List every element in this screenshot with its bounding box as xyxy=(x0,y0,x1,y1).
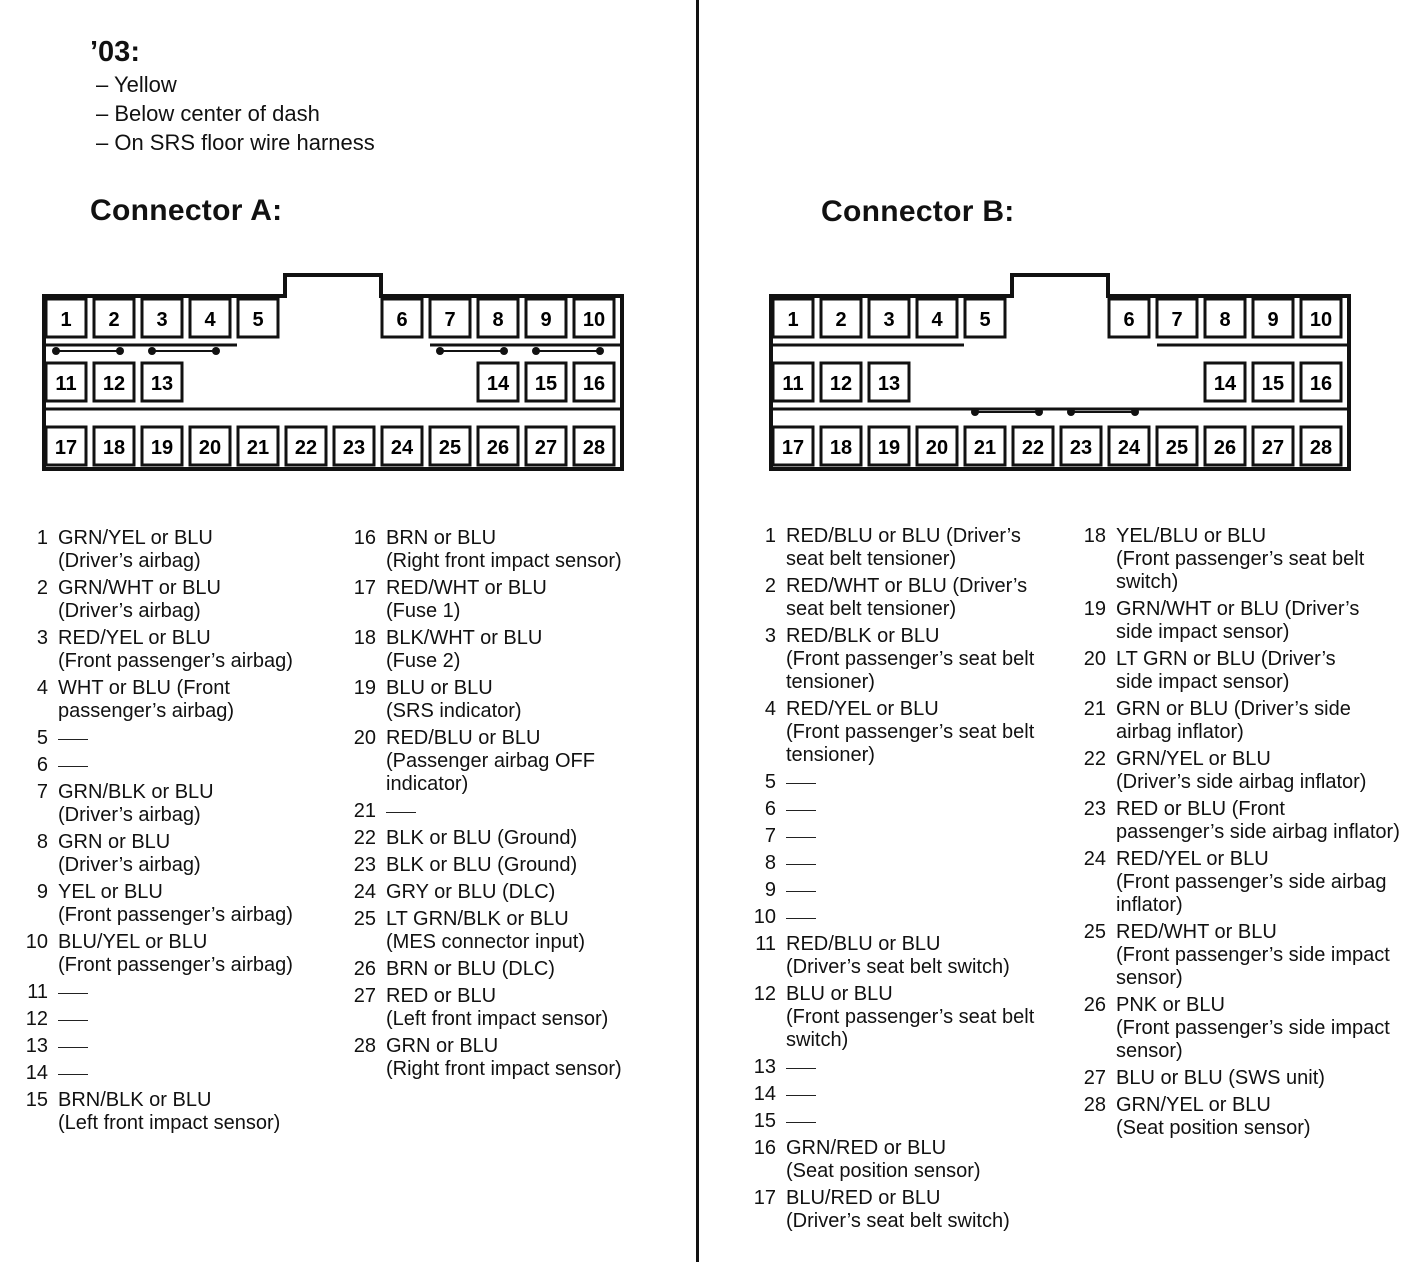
pin-number: 9 xyxy=(764,879,776,901)
pin-number: 25 xyxy=(1083,921,1106,943)
pin-number: 20 xyxy=(1083,648,1106,670)
pin-cavity-label: 24 xyxy=(390,437,414,459)
pin-entry xyxy=(1082,994,1402,1063)
pin-cavity-label: 10 xyxy=(582,309,606,331)
pin-cavity-label: 16 xyxy=(1309,373,1333,395)
shorting-bar-end xyxy=(1035,408,1043,416)
pin-cavity-label: 22 xyxy=(294,437,318,459)
pin-description: (Front passenger’s seat belt tensioner) xyxy=(786,721,1035,766)
pin-entry xyxy=(24,781,344,827)
pin-number: 27 xyxy=(353,985,376,1007)
pin-description: (Front passenger’s side impact sensor) xyxy=(1116,1017,1390,1062)
shorting-bar-end xyxy=(212,347,220,355)
pin-description: (Front passenger’s airbag) xyxy=(58,650,293,672)
pin-description: (Seat position sensor) xyxy=(1116,1117,1311,1139)
pin-cavity-label: 4 xyxy=(204,309,216,331)
pin-entry xyxy=(24,881,344,927)
pin-description: side impact sensor) xyxy=(1116,671,1290,693)
pin-description: (Front passenger’s seat belt switch) xyxy=(786,1006,1035,1051)
pin-wire-color: GRN or BLU xyxy=(386,1035,499,1057)
pin-number: 24 xyxy=(353,881,376,903)
pin-number: 21 xyxy=(1083,698,1106,720)
pin-entry xyxy=(24,577,344,623)
pin-wire-color: GRN/BLK or BLU xyxy=(58,781,214,803)
pin-entry xyxy=(752,1056,1072,1079)
pin-wire-color: GRN/YEL or BLU xyxy=(58,527,213,549)
pin-wire-color: PNK or BLU xyxy=(1116,994,1225,1016)
pin-number: 5 xyxy=(764,771,776,793)
pin-number: 17 xyxy=(753,1187,776,1209)
shorting-bar-end xyxy=(116,347,124,355)
pin-cavity-label: 6 xyxy=(396,309,408,331)
pin-entry xyxy=(24,831,344,877)
connector-b-pin-list-2 xyxy=(1082,525,1402,1144)
shorting-bar-end xyxy=(532,347,540,355)
pin-number: 13 xyxy=(753,1056,776,1078)
page-divider xyxy=(696,0,699,1262)
pin-wire-color: GRN or BLU (Driver’s side xyxy=(1116,698,1351,720)
pin-entry xyxy=(752,825,1072,848)
connector-a-pin-list-1 xyxy=(24,527,344,1139)
pin-cavity-label: 28 xyxy=(1309,437,1333,459)
pin-cavity-label: 17 xyxy=(54,437,78,459)
pin-entry xyxy=(24,677,344,723)
pin-number: 7 xyxy=(36,781,48,803)
pin-number: 22 xyxy=(353,827,376,849)
pin-entry xyxy=(1082,1067,1402,1090)
pin-cavity-label: 2 xyxy=(108,309,120,331)
shorting-bar-end xyxy=(1131,408,1139,416)
pin-entry xyxy=(352,827,682,850)
pin-number: 16 xyxy=(753,1137,776,1159)
pin-cavity-label: 14 xyxy=(1213,373,1237,395)
pin-entry xyxy=(752,983,1072,1052)
pin-entry xyxy=(752,906,1072,929)
pin-cavity-label: 5 xyxy=(979,309,991,331)
pin-entry xyxy=(24,727,344,750)
pin-entry xyxy=(352,627,682,673)
pin-number: 11 xyxy=(755,933,776,955)
pin-description: seat belt tensioner) xyxy=(786,598,957,620)
pin-description: (Seat position sensor) xyxy=(786,1160,981,1182)
pin-number: 25 xyxy=(353,908,376,930)
pin-cavity-label: 10 xyxy=(1309,309,1333,331)
pin-wire-color: LT GRN/BLK or BLU xyxy=(386,908,569,930)
pin-entry xyxy=(352,577,682,623)
pin-entry xyxy=(752,525,1072,571)
pin-number: 22 xyxy=(1083,748,1106,770)
pin-description: (Right front impact sensor) xyxy=(386,1058,622,1080)
pin-number: 3 xyxy=(764,625,776,647)
pin-description: (Front passenger’s side impact sensor) xyxy=(1116,944,1390,989)
pin-entry xyxy=(352,854,682,877)
pin-number: 10 xyxy=(753,906,776,928)
pin-wire-color: GRN/RED or BLU xyxy=(786,1137,947,1159)
pin-cavity-label: 15 xyxy=(534,373,558,395)
pin-number: 18 xyxy=(353,627,376,649)
pin-number: 8 xyxy=(36,831,48,853)
pin-number: 5 xyxy=(36,727,48,749)
pin-wire-color: RED/WHT or BLU xyxy=(1116,921,1277,943)
pin-entry xyxy=(752,798,1072,821)
pin-cavity-label: 19 xyxy=(150,437,174,459)
pin-description: (Front passenger’s seat belt switch) xyxy=(1116,548,1365,593)
pin-entry xyxy=(1082,748,1402,794)
pin-number: 1 xyxy=(764,525,776,547)
pin-description: (Front passenger’s side airbag inflator) xyxy=(1116,871,1387,916)
pin-number: 16 xyxy=(353,527,376,549)
pin-description: (MES connector input) xyxy=(386,931,585,953)
pin-wire-color: RED/BLU or BLU xyxy=(786,933,941,955)
pin-cavity-label: 22 xyxy=(1021,437,1045,459)
pin-cavity-label: 12 xyxy=(829,373,853,395)
pin-cavity-label: 19 xyxy=(877,437,901,459)
pin-number: 15 xyxy=(753,1110,776,1132)
pin-number: 23 xyxy=(353,854,376,876)
pin-wire-color: BLU/YEL or BLU xyxy=(58,931,208,953)
pin-entry xyxy=(752,879,1072,902)
pin-cavity-label: 4 xyxy=(931,309,943,331)
pin-entry xyxy=(752,1137,1072,1183)
pin-entry xyxy=(752,1110,1072,1133)
pin-cavity-label: 23 xyxy=(1069,437,1093,459)
pin-cavity-label: 21 xyxy=(973,437,997,459)
pin-wire-color: BRN or BLU (DLC) xyxy=(386,958,555,980)
pin-description: (SRS indicator) xyxy=(386,700,522,722)
pin-cavity-label: 7 xyxy=(1171,309,1183,331)
pin-wire-color: RED/YEL or BLU xyxy=(58,627,211,649)
pin-cavity-label: 3 xyxy=(156,309,168,331)
pin-number: 13 xyxy=(25,1035,48,1057)
pin-entry xyxy=(352,677,682,723)
pin-number: 21 xyxy=(353,800,376,822)
pin-number: 26 xyxy=(1083,994,1106,1016)
pin-wire-color: BLU/RED or BLU xyxy=(786,1187,941,1209)
pin-cavity-label: 11 xyxy=(782,373,804,395)
note-harness: – On SRS floor wire harness xyxy=(96,130,375,155)
pin-number: 18 xyxy=(1083,525,1106,547)
pin-cavity-label: 25 xyxy=(438,437,462,459)
pin-cavity-label: 7 xyxy=(444,309,456,331)
pin-entry xyxy=(752,625,1072,694)
note-color: – Yellow xyxy=(96,72,177,97)
connector-b-diagram xyxy=(769,272,1354,477)
pin-cavity-label: 20 xyxy=(925,437,949,459)
pin-entry xyxy=(24,754,344,777)
connector-b-title: Connector B: xyxy=(821,195,1015,228)
pin-entry xyxy=(1082,921,1402,990)
pin-wire-color: YEL/BLU or BLU xyxy=(1116,525,1267,547)
pin-wire-color: RED/BLU or BLU xyxy=(386,727,541,749)
pin-entry xyxy=(24,931,344,977)
pin-entry xyxy=(24,1035,344,1058)
pin-number: 27 xyxy=(1083,1067,1106,1089)
pin-cavity-label: 9 xyxy=(1267,309,1279,331)
pin-cavity-label: 16 xyxy=(582,373,606,395)
pin-cavity-label: 25 xyxy=(1165,437,1189,459)
shorting-bar-end xyxy=(436,347,444,355)
pin-description: (Driver’s airbag) xyxy=(58,600,201,622)
pin-number: 28 xyxy=(1083,1094,1106,1116)
pin-cavity-label: 18 xyxy=(102,437,126,459)
pin-description: passenger’s airbag) xyxy=(58,700,235,722)
pin-entry xyxy=(1082,648,1402,694)
pin-description: (Front passenger’s seat belt tensioner) xyxy=(786,648,1035,693)
pin-wire-color: BLK or BLU (Ground) xyxy=(386,827,578,849)
pin-description: (Front passenger’s airbag) xyxy=(58,904,293,926)
pin-cavity-label: 26 xyxy=(1213,437,1237,459)
shorting-bar-end xyxy=(596,347,604,355)
pin-number: 17 xyxy=(353,577,376,599)
pin-description: (Left front impact sensor) xyxy=(386,1008,609,1030)
pin-number: 11 xyxy=(27,981,48,1003)
pin-cavity-label: 8 xyxy=(492,309,504,331)
pin-wire-color: BRN/BLK or BLU xyxy=(58,1089,212,1111)
pin-number: 9 xyxy=(36,881,48,903)
pin-entry xyxy=(24,1062,344,1085)
pin-wire-color: RED/BLK or BLU xyxy=(786,625,940,647)
pin-wire-color: RED/YEL or BLU xyxy=(1116,848,1269,870)
pin-number: 8 xyxy=(764,852,776,874)
pin-entry xyxy=(24,1089,344,1135)
pin-entry xyxy=(752,933,1072,979)
shorting-bar-end xyxy=(148,347,156,355)
pin-cavity-label: 17 xyxy=(781,437,805,459)
pin-cavity-label: 23 xyxy=(342,437,366,459)
pin-number: 20 xyxy=(353,727,376,749)
pin-cavity-label: 28 xyxy=(582,437,606,459)
pin-number: 24 xyxy=(1083,848,1106,870)
pin-number: 12 xyxy=(25,1008,48,1030)
pin-entry xyxy=(1082,525,1402,594)
pin-entry xyxy=(352,908,682,954)
pin-wire-color: BRN or BLU xyxy=(386,527,497,549)
pin-entry xyxy=(752,575,1072,621)
pin-description: (Driver’s side airbag inflator) xyxy=(1116,771,1367,793)
pin-wire-color: BLU or BLU xyxy=(786,983,893,1005)
pin-entry xyxy=(352,881,682,904)
pin-number: 14 xyxy=(25,1062,48,1084)
pin-description: (Driver’s airbag) xyxy=(58,854,201,876)
pin-cavity-label: 15 xyxy=(1261,373,1285,395)
pin-cavity-label: 12 xyxy=(102,373,126,395)
pin-entry xyxy=(352,800,682,823)
pin-entry xyxy=(1082,798,1402,844)
pin-number: 3 xyxy=(36,627,48,649)
pin-wire-color: RED/BLU or BLU (Driver’s xyxy=(786,525,1021,547)
pin-entry xyxy=(752,1187,1072,1233)
pin-wire-color: GRN/WHT or BLU (Driver’s xyxy=(1116,598,1360,620)
pin-wire-color: BLK or BLU (Ground) xyxy=(386,854,578,876)
pin-number: 19 xyxy=(1083,598,1106,620)
pin-wire-color: GRN/YEL or BLU xyxy=(1116,1094,1271,1116)
model-year-heading: ’03: xyxy=(90,36,140,68)
pin-description: (Right front impact sensor) xyxy=(386,550,622,572)
pin-cavity-label: 8 xyxy=(1219,309,1231,331)
pin-description: (Fuse 2) xyxy=(386,650,461,672)
shorting-bar-end xyxy=(52,347,60,355)
pin-entry xyxy=(752,1083,1072,1106)
pin-number: 28 xyxy=(353,1035,376,1057)
pin-description: (Driver’s seat belt switch) xyxy=(786,956,1010,978)
pin-description: (Left front impact sensor) xyxy=(58,1112,281,1134)
note-location: – Below center of dash xyxy=(96,101,320,126)
pin-description: (Driver’s seat belt switch) xyxy=(786,1210,1010,1232)
pin-description: side impact sensor) xyxy=(1116,621,1290,643)
pin-cavity-label: 14 xyxy=(486,373,510,395)
pin-cavity-label: 11 xyxy=(55,373,77,395)
pin-number: 23 xyxy=(1083,798,1106,820)
pin-wire-color: GRN or BLU xyxy=(58,831,171,853)
pin-entry xyxy=(1082,848,1402,917)
pin-cavity-label: 27 xyxy=(1261,437,1285,459)
pin-wire-color: GRN/YEL or BLU xyxy=(1116,748,1271,770)
pin-number: 12 xyxy=(753,983,776,1005)
pin-number: 1 xyxy=(36,527,48,549)
pin-entry xyxy=(352,985,682,1031)
pin-description: (Front passenger’s airbag) xyxy=(58,954,293,976)
pin-cavity-label: 3 xyxy=(883,309,895,331)
connector-a-diagram xyxy=(42,272,627,477)
shorting-bar-end xyxy=(500,347,508,355)
pin-wire-color: YEL or BLU xyxy=(58,881,163,903)
pin-description: airbag inflator) xyxy=(1116,721,1244,743)
pin-description: (Driver’s airbag) xyxy=(58,804,201,826)
pin-entry xyxy=(352,1035,682,1081)
pin-number: 10 xyxy=(25,931,48,953)
pin-cavity-label: 26 xyxy=(486,437,510,459)
pin-description: (Fuse 1) xyxy=(386,600,461,622)
connector-a-title: Connector A: xyxy=(90,194,283,227)
pin-description: (Passenger airbag OFF indicator) xyxy=(386,750,595,795)
pin-cavity-label: 13 xyxy=(150,373,174,395)
pin-cavity-label: 1 xyxy=(60,309,72,331)
pin-number: 14 xyxy=(753,1083,776,1105)
connector-b-pin-list-1 xyxy=(752,525,1072,1237)
pin-cavity-label: 1 xyxy=(787,309,799,331)
pin-entry xyxy=(1082,598,1402,644)
pin-number: 6 xyxy=(764,798,776,820)
pin-cavity-label: 13 xyxy=(877,373,901,395)
pin-wire-color: WHT or BLU (Front xyxy=(58,677,230,699)
shorting-bar-end xyxy=(1067,408,1075,416)
pin-wire-color: BLK/WHT or BLU xyxy=(386,627,543,649)
pin-cavity-label: 5 xyxy=(252,309,264,331)
pin-description: passenger’s side airbag inflator) xyxy=(1116,821,1400,843)
pin-entry xyxy=(1082,1094,1402,1140)
pin-entry xyxy=(24,627,344,673)
pin-number: 26 xyxy=(353,958,376,980)
pin-number: 19 xyxy=(353,677,376,699)
pin-entry xyxy=(24,981,344,1004)
pin-wire-color: BLU or BLU (SWS unit) xyxy=(1116,1067,1325,1089)
pin-entry xyxy=(1082,698,1402,744)
pin-number: 2 xyxy=(764,575,776,597)
pin-number: 6 xyxy=(36,754,48,776)
pin-entry xyxy=(352,958,682,981)
pin-entry xyxy=(352,727,682,796)
pin-cavity-label: 6 xyxy=(1123,309,1135,331)
shorting-bar-end xyxy=(971,408,979,416)
connector-a-pin-list-2 xyxy=(352,527,682,1085)
pin-wire-color: LT GRN or BLU (Driver’s xyxy=(1116,648,1336,670)
pin-wire-color: RED or BLU xyxy=(386,985,497,1007)
pin-number: 15 xyxy=(25,1089,48,1111)
pin-cavity-label: 27 xyxy=(534,437,558,459)
location-notes xyxy=(96,72,375,159)
pin-description: seat belt tensioner) xyxy=(786,548,957,570)
pin-cavity-label: 2 xyxy=(835,309,847,331)
pin-cavity-label: 24 xyxy=(1117,437,1141,459)
pin-description: (Driver’s airbag) xyxy=(58,550,201,572)
pin-cavity-label: 9 xyxy=(540,309,552,331)
pin-number: 7 xyxy=(764,825,776,847)
pin-entry xyxy=(352,527,682,573)
pin-cavity-label: 20 xyxy=(198,437,222,459)
pin-wire-color: RED/WHT or BLU xyxy=(386,577,547,599)
pin-wire-color: RED/YEL or BLU xyxy=(786,698,939,720)
pin-entry xyxy=(752,852,1072,875)
pin-entry xyxy=(752,771,1072,794)
pin-entry xyxy=(24,1008,344,1031)
pin-number: 4 xyxy=(36,677,48,699)
pin-wire-color: RED or BLU (Front xyxy=(1116,798,1285,820)
pin-cavity-label: 21 xyxy=(246,437,270,459)
pin-wire-color: BLU or BLU xyxy=(386,677,493,699)
pin-entry xyxy=(24,527,344,573)
pin-number: 2 xyxy=(36,577,48,599)
pin-wire-color: GRY or BLU (DLC) xyxy=(386,881,556,903)
pin-entry xyxy=(752,698,1072,767)
pin-cavity-label: 18 xyxy=(829,437,853,459)
pin-wire-color: RED/WHT or BLU (Driver’s xyxy=(786,575,1028,597)
pin-wire-color: GRN/WHT or BLU xyxy=(58,577,221,599)
pin-number: 4 xyxy=(764,698,776,720)
